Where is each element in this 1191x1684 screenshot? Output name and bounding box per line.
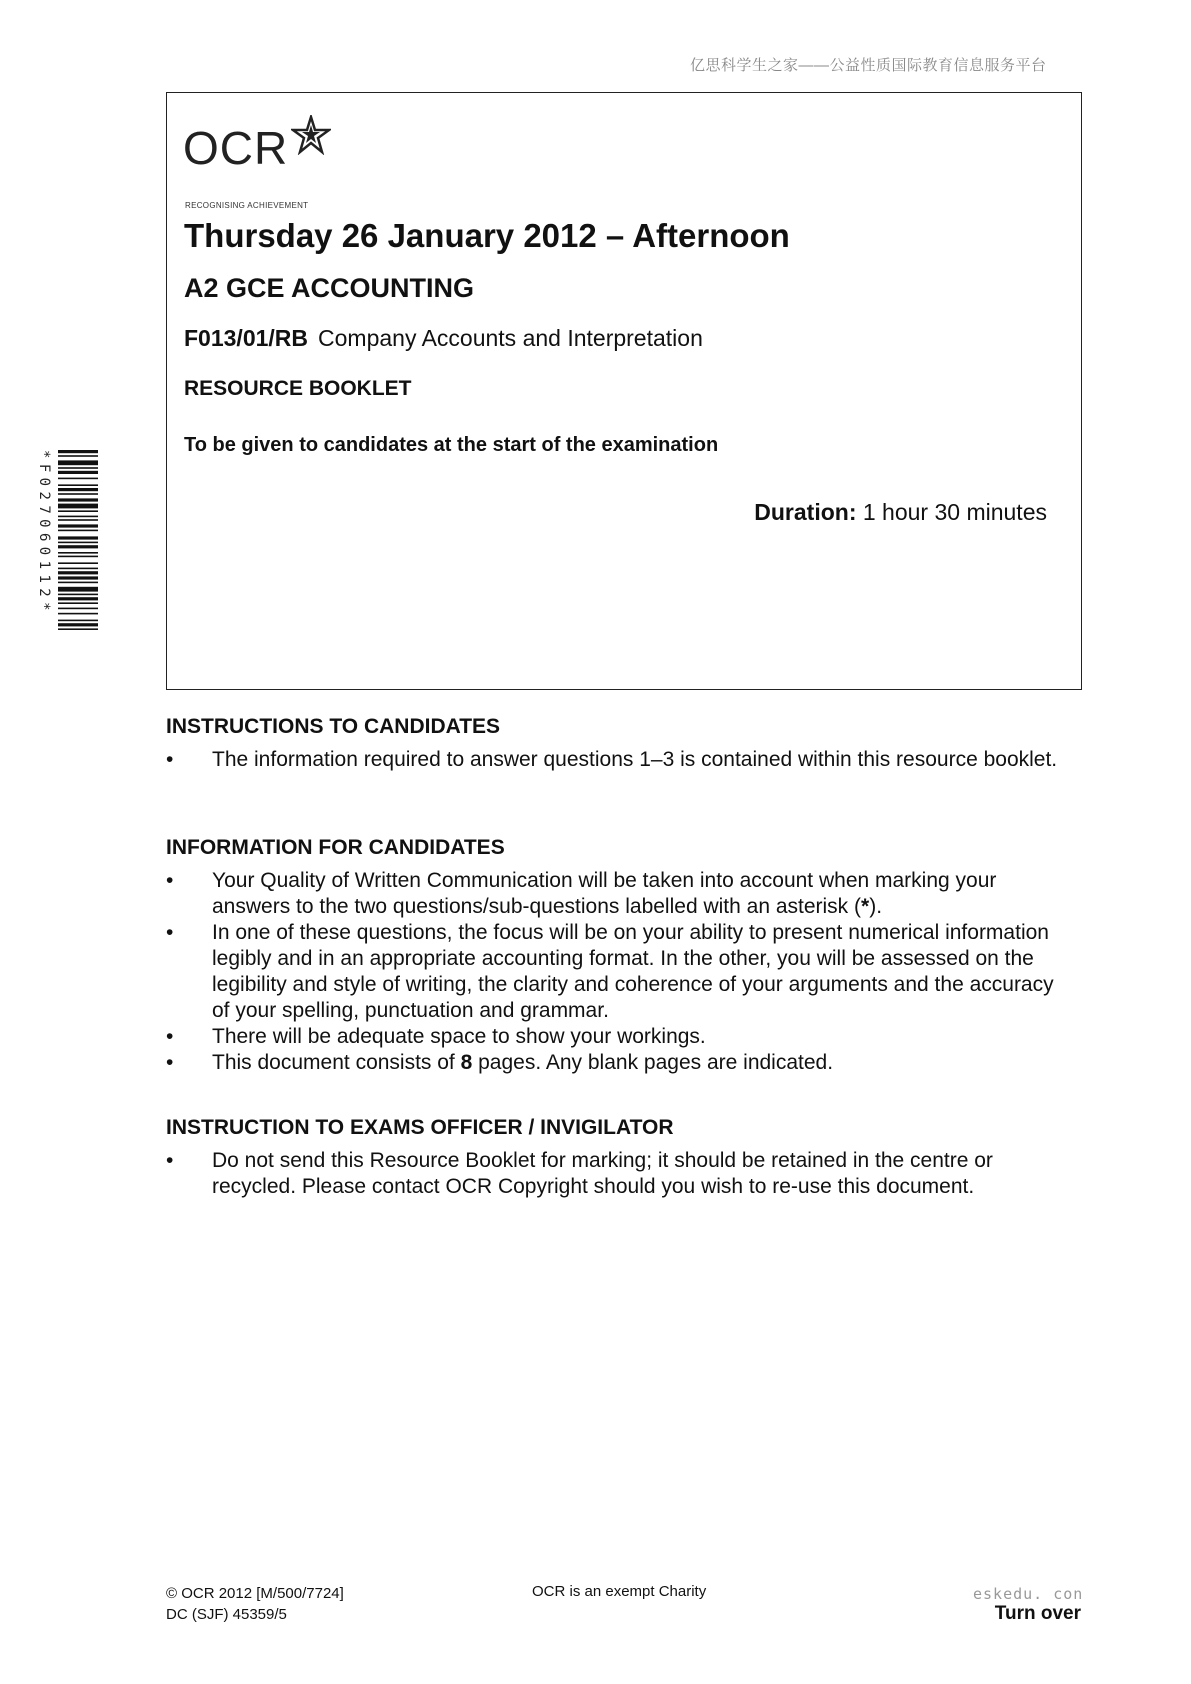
bullet-icon: • (166, 1025, 174, 1048)
barcode-bar (58, 608, 98, 610)
information-item-text: Your Quality of Written Communication will be taken into account when marking your answers to the two questions/sub-questions labelled with an asterisk ( (212, 869, 997, 918)
footer-charity: OCR is an exempt Charity (532, 1583, 707, 1600)
barcode-bar (58, 510, 98, 512)
barcode-bar (58, 568, 98, 570)
officer-item (166, 1148, 1066, 1200)
logo-wordmark: OCR (183, 122, 289, 174)
instructions-heading: INSTRUCTIONS TO CANDIDATES (166, 715, 501, 738)
officer-list (166, 1148, 1066, 1200)
information-item-text: * (861, 895, 870, 918)
barcode-bar (58, 498, 98, 501)
barcode-digits: *F027060112* (36, 450, 52, 616)
barcode-bar (58, 628, 98, 630)
instructions-section (166, 715, 1066, 773)
booklet-type: RESOURCE BOOKLET (184, 377, 412, 400)
given-note: To be given to candidates at the start of the examination (184, 434, 719, 456)
footer-ref: DC (SJF) 45359/5 (166, 1606, 287, 1623)
information-item (166, 1050, 1066, 1076)
officer-item-text: Do not send this Resource Booklet for marking; it should be retained in the centre or recycled. Please contact OCR Copyright should you wish to re-use this document. (212, 1149, 993, 1198)
barcode-bar (58, 587, 98, 592)
barcode-bar (58, 524, 98, 527)
paper-title: Company Accounts and Interpretation (318, 325, 703, 351)
officer-heading: INSTRUCTION TO EXAMS OFFICER / INVIGILATOR (166, 1116, 674, 1139)
barcode-bar (58, 519, 98, 521)
information-heading: INFORMATION FOR CANDIDATES (166, 836, 505, 859)
instruction-item-text: The information required to answer questions 1–3 is contained within this resource booklet. (212, 748, 1058, 771)
barcode-bar (58, 594, 98, 596)
information-item-text: There will be adequate space to show your workings. (212, 1025, 706, 1048)
information-item (166, 1024, 1066, 1050)
information-list (166, 868, 1066, 1076)
cover-box (166, 92, 1082, 690)
information-item-text: ). (869, 895, 883, 918)
duration-label: Duration: (754, 499, 857, 525)
information-item (166, 920, 1066, 1024)
barcode (44, 450, 98, 682)
exam-date: Thursday 26 January 2012 – Afternoon (184, 217, 790, 254)
barcode-bar (58, 620, 98, 622)
barcode-text (36, 450, 52, 682)
logo-tagline: RECOGNISING ACHIEVEMENT (185, 201, 309, 210)
footer-watermark: eskedu. con (973, 1585, 1084, 1603)
barcode-bar (58, 467, 98, 469)
barcode-bar (58, 552, 98, 554)
barcode-bar (58, 516, 98, 518)
barcode-bar (58, 556, 98, 558)
information-item (166, 868, 1066, 920)
header-watermark: 亿思科学生之家——公益性质国际教育信息服务平台 (690, 57, 1047, 74)
barcode-bar (58, 562, 98, 564)
instruction-item (166, 747, 1066, 773)
bullet-icon: • (166, 1149, 174, 1172)
instructions-list (166, 747, 1066, 773)
bullet-icon: • (166, 1051, 174, 1074)
officer-section (166, 1116, 1066, 1200)
barcode-bar (58, 488, 98, 491)
barcode-bar (58, 613, 98, 615)
paper-line (184, 325, 703, 352)
paper-code: F013/01/RB (184, 325, 309, 351)
barcode-bar (58, 455, 98, 457)
barcode-bar (58, 545, 98, 548)
barcode-bar (58, 504, 98, 509)
barcode-bar (58, 597, 98, 600)
turn-over: Turn over (994, 1603, 1081, 1624)
information-item-text: 8 (460, 1051, 473, 1074)
barcode-bar (58, 478, 98, 480)
barcode-bar (58, 582, 98, 584)
footer-copyright: © OCR 2012 [M/500/7724] (166, 1585, 344, 1602)
barcode-bar (58, 602, 98, 604)
barcode-bar (58, 571, 98, 574)
barcode-bar (58, 460, 98, 465)
duration-value: 1 hour 30 minutes (862, 499, 1047, 525)
barcode-bar (58, 542, 98, 544)
duration (754, 499, 1047, 526)
bullet-icon: • (166, 748, 174, 771)
barcode-bar (58, 493, 98, 495)
information-section (166, 836, 1066, 1076)
barcode-bar (58, 450, 98, 453)
information-item-text: This document consists of (212, 1051, 461, 1074)
information-item-text: pages. Any blank pages are indicated. (472, 1051, 834, 1074)
information-item-text: In one of these questions, the focus will be on your ability to present numerical information legibly and in an appropriate accounting format. In the other, you will be assessed on the legibility and style of writing, the clarity and coherence of your arguments and the accuracy of your spelling, punctuation and grammar. (212, 921, 1054, 1022)
barcode-bar (58, 576, 98, 579)
barcode-bar (58, 623, 98, 626)
barcode-bar (58, 471, 98, 474)
bullet-icon: • (166, 921, 174, 944)
barcode-bar (58, 484, 98, 486)
logo-star-icon (291, 115, 331, 155)
subject-title: A2 GCE ACCOUNTING (184, 273, 475, 303)
bullet-icon: • (166, 869, 174, 892)
ocr-logo (183, 115, 343, 210)
footer-left (166, 1583, 344, 1625)
barcode-bar (58, 530, 98, 532)
barcode-bar (58, 536, 98, 539)
